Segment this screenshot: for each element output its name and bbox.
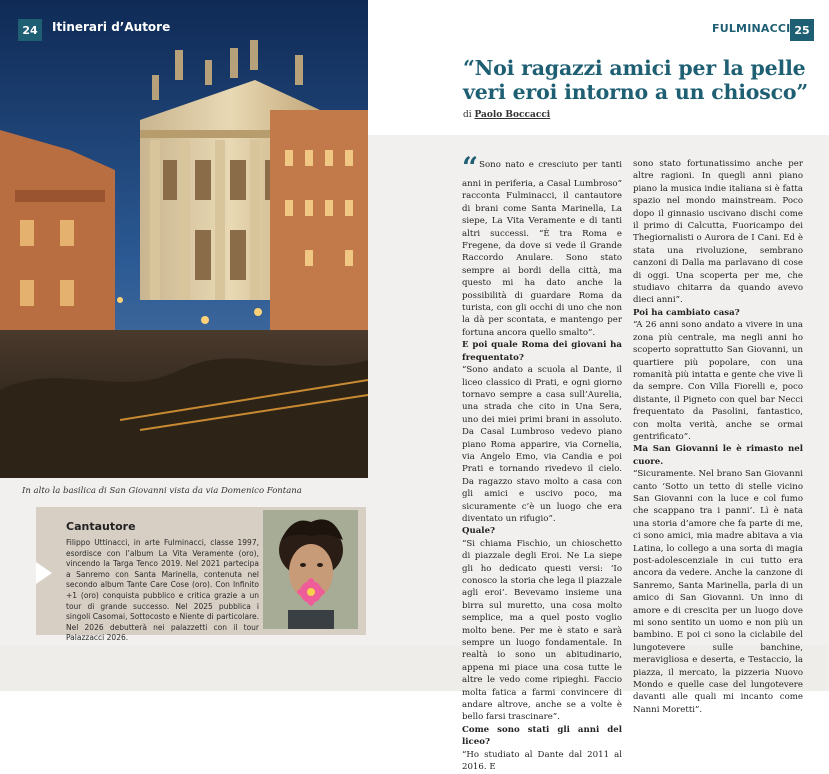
interview-question: E poi quale Roma dei giovani ha frequentato?: [462, 340, 622, 363]
article-paragraph: “Si chiama Fischio, un chioschetto di piazzale degli Eroi. Ne La siepe gli ho dedicato questi versi: ‘Io conosco la storia che lega il piazzale agli eroi’. Bevevamo insieme una birra sul muretto, una cosa molto semplice, ma a quel posto voglio molto bene. Per me è stato e sarà sempre un luogo fondamentale. In realtà io sono un abitudinario, appena mi piace una cosa tutte le altre le vedo come ripieghi. Faccio molta fatica a farmi convincere di andare altrove, anche se a volte è bello farsi trascinare”.: [462, 538, 622, 723]
interview-question: Poi ha cambiato casa?: [633, 307, 740, 318]
lead-paragraph: [462, 151, 622, 339]
article-paragraph: “A 26 anni sono andato a vivere in una zona più centrale, ma negli anni ho scoperto soprattutto San Giovanni, un quartiere più popolare, con una romanità più intatta e gente che vive lì da sempre. Con Villa Fiorelli e, poco distante, il Pigneto con quel bar Necci frequentato da Pasolini, fantastico, con molta verità, anche se ormai gentrificato”.: [633, 320, 803, 442]
article-paragraph: “Ho studiato al Dante dal 2011 al 2016. E: [462, 749, 622, 773]
section-label: Itinerari d’Autore: [52, 20, 171, 34]
article-column-2: [633, 158, 803, 716]
left-page-number: 24: [18, 19, 42, 41]
bio-text: Filippo Uttinacci, in arte Fulminacci, classe 1997, esordisce con l’album La Vita Veramente (oro), vincendo la Targa Tenco 2019. Nel 2021 partecipa a Sanremo con Santa Marinella, contenuta nel secondo album Tante Care Cose (oro). Con Infinito +1 (oro) conquista pubblico e critica grazie a un tour di grande successo. Nel 2025 pubblica i singoli Casomai, Sottocosto e Niente di particolare. Nel 2026 debutterà nei palazzetti con il tour Palazzacci 2026.: [66, 538, 259, 643]
interview-question: Quale?: [462, 526, 496, 537]
interview-question: Ma San Giovanni le è rimasto nel cuore.: [633, 444, 803, 467]
byline-author: Paolo Boccacci: [474, 110, 551, 120]
byline: [463, 110, 550, 120]
headline: “Noi ragazzi amici per la pelle veri eroi intorno a un chiosco”: [463, 56, 808, 104]
portrait-photo: [263, 510, 358, 629]
article-paragraph: sono stato fortunatissimo anche per altre ragioni. In quegli anni piano piano la musica indie italiana si è fatta spazio nel mondo mainstream. Poco dopo il ginnasio uscivano dischi come il primo di Calcutta, Fuoricampo dei Thegiornalisti o Aurora de I Cani. Ed è stata una rivoluzione, sembrano canzoni di Dalla ma parlavano di cose di oggi. Una scoperta per me, che studiavo chitarra da quando avevo dieci anni”.: [633, 159, 803, 306]
article-paragraph: “Sono andato a scuola al Dante, il liceo classico di Prati, e ogni giorno tornavo sempre a casa sull’Aurelia, una strada che cito in Una Sera, uno dei miei primi brani in assoluto. Da Casal Lumbroso vedevo piano piano Roma apparire, via Cornelia, via Angelo Emo, via Candia e poi Prati e tornando rivedevo il cielo. Da ragazzo stavo molto a casa con gli amici e uscivo poco, ma sicuramente c’è un luogo che era diventato un rifugio”.: [462, 365, 622, 524]
article-column-1: [462, 151, 622, 774]
right-page-number: 25: [790, 19, 814, 41]
brand-label: FULMINACCI: [712, 22, 791, 35]
basilica-photo: [0, 0, 368, 478]
photo-caption: In alto la basilica di San Giovanni vista da via Domenico Fontana: [22, 486, 302, 496]
bio-arrow-icon: [36, 562, 52, 584]
bio-title: Cantautore: [66, 520, 136, 533]
drop-quote-mark: “: [462, 151, 479, 184]
article-paragraph: “Sicuramente. Nel brano San Giovanni canto ‘Sotto un tetto di stelle vicino San Giovanni con la luce e col fumo che scappano tra i panni’. Lì è nata una storia d’amore che fa parte di me, ci sono amici, mia madre abitava a via Latina, lo collego a una sorta di magia post-adolescenziale in cui tutto era ancora da vedere. Anche la canzone di Sanremo, Santa Marinella, parla di un amico di San Giovanni. Un inno di amore e di crescita per un luogo dove mi sono sentito un uomo e non più un bambino. E poi ci sono la ciclabile del lungotevere sulle banchine, meravigliosa e deserta, e Testaccio, la piazza, il mercato, la pizzeria Nuovo Mondo e quelle case del lungotevere davanti alle quali mi incanto come Nanni Moretti”.: [633, 469, 803, 715]
lead-text: Sono nato e cresciuto per tanti anni in periferia, a Casal Lumbroso” racconta Fulminacci, il cantautore di brani come Santa Marinella, La siepe, La Vita Veramente e di tanti altri successi. “È tra Roma e Fregene, da dove si vede il Grande Raccordo Anulare. Sono stato sempre ai bordi della città, ma questo mi ha dato anche la possibilità di guardare Roma da turista, con gli occhi di uno che non la dà per scontata, e mantengo per fortuna ancora quello smalto”.: [462, 160, 622, 338]
interview-question: Come sono stati gli anni del liceo?: [462, 724, 622, 748]
byline-prefix: di: [463, 110, 472, 120]
